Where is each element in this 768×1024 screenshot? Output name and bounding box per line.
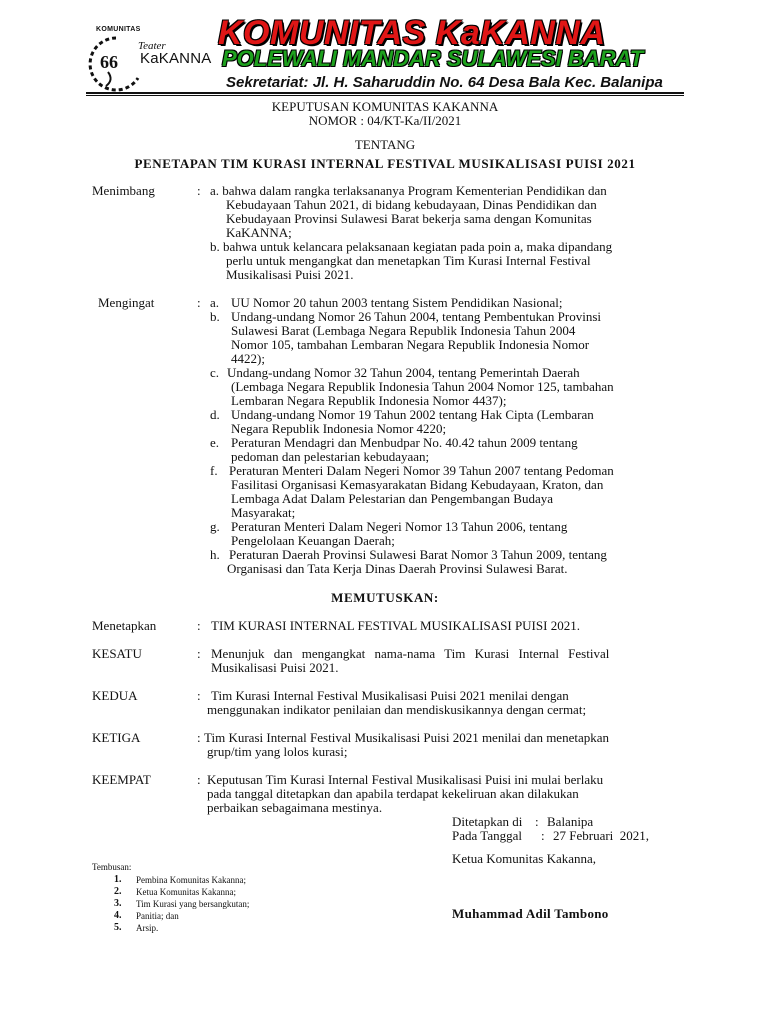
logo-ring-icon [86,32,146,98]
logo-name-text: KaKANNA [140,50,212,67]
tembusan-num: 3. [114,898,122,909]
mengingat-item: Peraturan Daerah Provinsi Sulawesi Barat Nomor 3 Tahun 2009, tentang [229,547,607,562]
letterhead-divider [86,92,684,94]
decision-text-line: Musikalisasi Puisi 2021. [211,660,339,675]
tembusan-item: Panitia; dan [136,911,179,921]
tembusan-item: Pembina Komunitas Kakanna; [136,875,246,885]
logo-teater-text: Teater [138,40,166,52]
mengingat-item: Peraturan Menteri Dalam Negeri Nomor 13 Tahun 2006, tentang [231,519,568,534]
tembusan-num: 5. [114,922,122,933]
signature-date: 27 Februari 2021, [553,828,650,843]
menimbang-b-line: Musikalisasi Puisi 2021. [226,267,354,282]
decision-text-line: pada tanggal ditetapkan dan apabila terdapat kekeliruan akan dilakukan [207,786,579,801]
signature-place-sep: : [535,814,539,829]
mengingat-letter: d. [210,407,220,422]
mengingat-item: Peraturan Menteri Dalam Negeri Nomor 39 Tahun 2007 tentang Pedoman [229,463,614,478]
mengingat-item-line: Pengelolaan Keuangan Daerah; [231,533,395,548]
letterhead-divider-thin [86,95,684,96]
tembusan-num: 2. [114,886,122,897]
signature-role: Ketua Komunitas Kakanna, [452,851,597,866]
decree-subject: PENETAPAN TIM KURASI INTERNAL FESTIVAL MUSIKALISASI PUISI 2021 [134,156,636,171]
signatory-name: Muhammad Adil Tambono [452,906,609,921]
mengingat-letter: b. [210,309,220,324]
mengingat-item-line: Fasilitasi Organisasi Kemasyarakatan Bidang Kebudayaan, Kraton, dan [231,477,604,492]
mengingat-item-line: Nomor 105, tambahan Lembaran Negara Republik Indonesia Nomor [231,337,590,352]
tembusan-num: 4. [114,910,122,921]
mengingat-item-line: 4422); [231,351,265,366]
mengingat-letter: c. [210,365,220,380]
menimbang-a-line: Kebudayaan Tahun 2021, di bidang kebudayaan, Dinas Pendidikan dan [226,197,597,212]
menimbang-a-line: KaKANNA; [226,225,292,240]
signature-date-sep: : [541,828,545,843]
decision-colon: : [197,730,201,745]
decision-text-line: perbaikan sebagaimana mestinya. [207,800,383,815]
decision-colon: : [197,688,201,703]
mengingat-letter: h. [210,547,220,562]
mengingat-item: UU Nomor 20 tahun 2003 tentang Sistem Pendidikan Nasional; [231,295,563,310]
mengingat-item-line: (Lembaga Negara Republik Indonesia Tahun 2004 Nomor 125, tambahan [231,379,614,394]
decision-text: Tim Kurasi Internal Festival Musikalisasi Puisi 2021 menilai dan menetapkan [204,730,609,745]
mengingat-item: Undang-undang Nomor 32 Tahun 2004, tentang Pemerintah Daerah [227,365,580,380]
mengingat-item: Undang-undang Nomor 19 Tahun 2002 tentang Hak Cipta (Lembaran [231,407,594,422]
letterhead-address: Sekretariat: Jl. H. Saharuddin No. 64 Desa Bala Kec. Balanipa [226,74,663,91]
decision-text: Keputusan Tim Kurasi Internal Festival Musikalisasi Puisi ini mulai berlaku [207,772,604,787]
menimbang-label: Menimbang [92,183,155,198]
tembusan-item: Tim Kurasi yang bersangkutan; [136,899,250,909]
mengingat-label: Mengingat [98,295,155,310]
mengingat-item-line: pedoman dan pelestarian kebudayaan; [231,449,430,464]
mengingat-letter: e. [210,435,220,450]
mengingat-letter: f. [210,463,218,478]
mengingat-item: Undang-undang Nomor 26 Tahun 2004, tentang Pembentukan Provinsi [231,309,602,324]
menimbang-a-first: a. bahwa dalam rangka terlaksananya Program Kementerian Pendidikan dan [210,183,607,198]
mengingat-letter: g. [210,519,220,534]
memutuskan-heading: MEMUTUSKAN: [331,590,439,605]
mengingat-letter: a. [210,295,220,310]
decision-colon: : [197,646,201,661]
decree-number: NOMOR : 04/KT-Ka/II/2021 [308,113,462,128]
menimbang-b-first: b. bahwa untuk kelancara pelaksanaan kegiatan pada poin a, maka dipandang [210,239,613,254]
decision-label: KESATU [92,646,142,661]
tembusan-num: 1. [114,874,122,885]
decision-colon: : [197,772,201,787]
decision-text: Menunjuk dan mengangkat nama-nama Tim Kurasi Internal Festival [211,646,610,661]
decision-colon: : [197,618,201,633]
letterhead-subtitle: POLEWALI MANDAR SULAWESI BARAT [222,46,644,71]
mengingat-colon: : [197,295,201,310]
menimbang-a-line: Kebudayaan Provinsi Sulawesi Barat bekerja sama dengan Komunitas [226,211,592,226]
tembusan-item: Ketua Komunitas Kakanna; [136,887,236,897]
decree-title: KEPUTUSAN KOMUNITAS KAKANNA [271,99,499,114]
community-logo [86,24,218,90]
tembusan-title: Tembusan: [92,862,132,872]
decision-text-line: grup/tim yang lolos kurasi; [207,744,348,759]
mengingat-item-line: Masyarakat; [231,505,296,520]
mengingat-item-line: Negara Republik Indonesia Nomor 4220; [231,421,447,436]
signature-place: Balanipa [547,814,594,829]
svg-text:66: 66 [100,52,118,72]
mengingat-item-line: Sulawesi Barat (Lembaga Negara Republik Indonesia Tahun 2004 [231,323,576,338]
decision-text: TIM KURASI INTERNAL FESTIVAL MUSIKALISASI PUISI 2021. [211,618,580,633]
decision-text-line: menggunakan indikator penilaian dan mendiskusikannya dengan cermat; [207,702,587,717]
decision-label: KEEMPAT [92,772,151,787]
decision-label: KETIGA [92,730,141,745]
signature-place-label: Ditetapkan di [452,814,523,829]
tembusan-item: Arsip. [136,923,159,933]
menimbang-colon: : [197,183,201,198]
mengingat-item-line: Lembaga Adat Dalam Pelestarian dan Pengembangan Budaya [231,491,554,506]
decision-text: Tim Kurasi Internal Festival Musikalisasi Puisi 2021 menilai dengan [211,688,569,703]
decision-label: Menetapkan [92,618,157,633]
signature-date-label: Pada Tanggal [452,828,522,843]
mengingat-item-line: Organisasi dan Tata Kerja Dinas Daerah Provinsi Sulawesi Barat. [227,561,568,576]
logo-small-text: KOMUNITAS [96,26,141,33]
mengingat-item-line: Lembaran Negara Republik Indonesia Nomor 4437); [231,393,507,408]
decree-tentang: TENTANG [354,137,416,152]
decision-label: KEDUA [92,688,138,703]
letterhead-title: KOMUNITAS KaKANNA [218,14,606,52]
menimbang-b-line: perlu untuk mengangkat dan menetapkan Tim Kurasi Internal Festival [226,253,591,268]
mengingat-item: Peraturan Mendagri dan Menbudpar No. 40.42 tahun 2009 tentang [231,435,578,450]
